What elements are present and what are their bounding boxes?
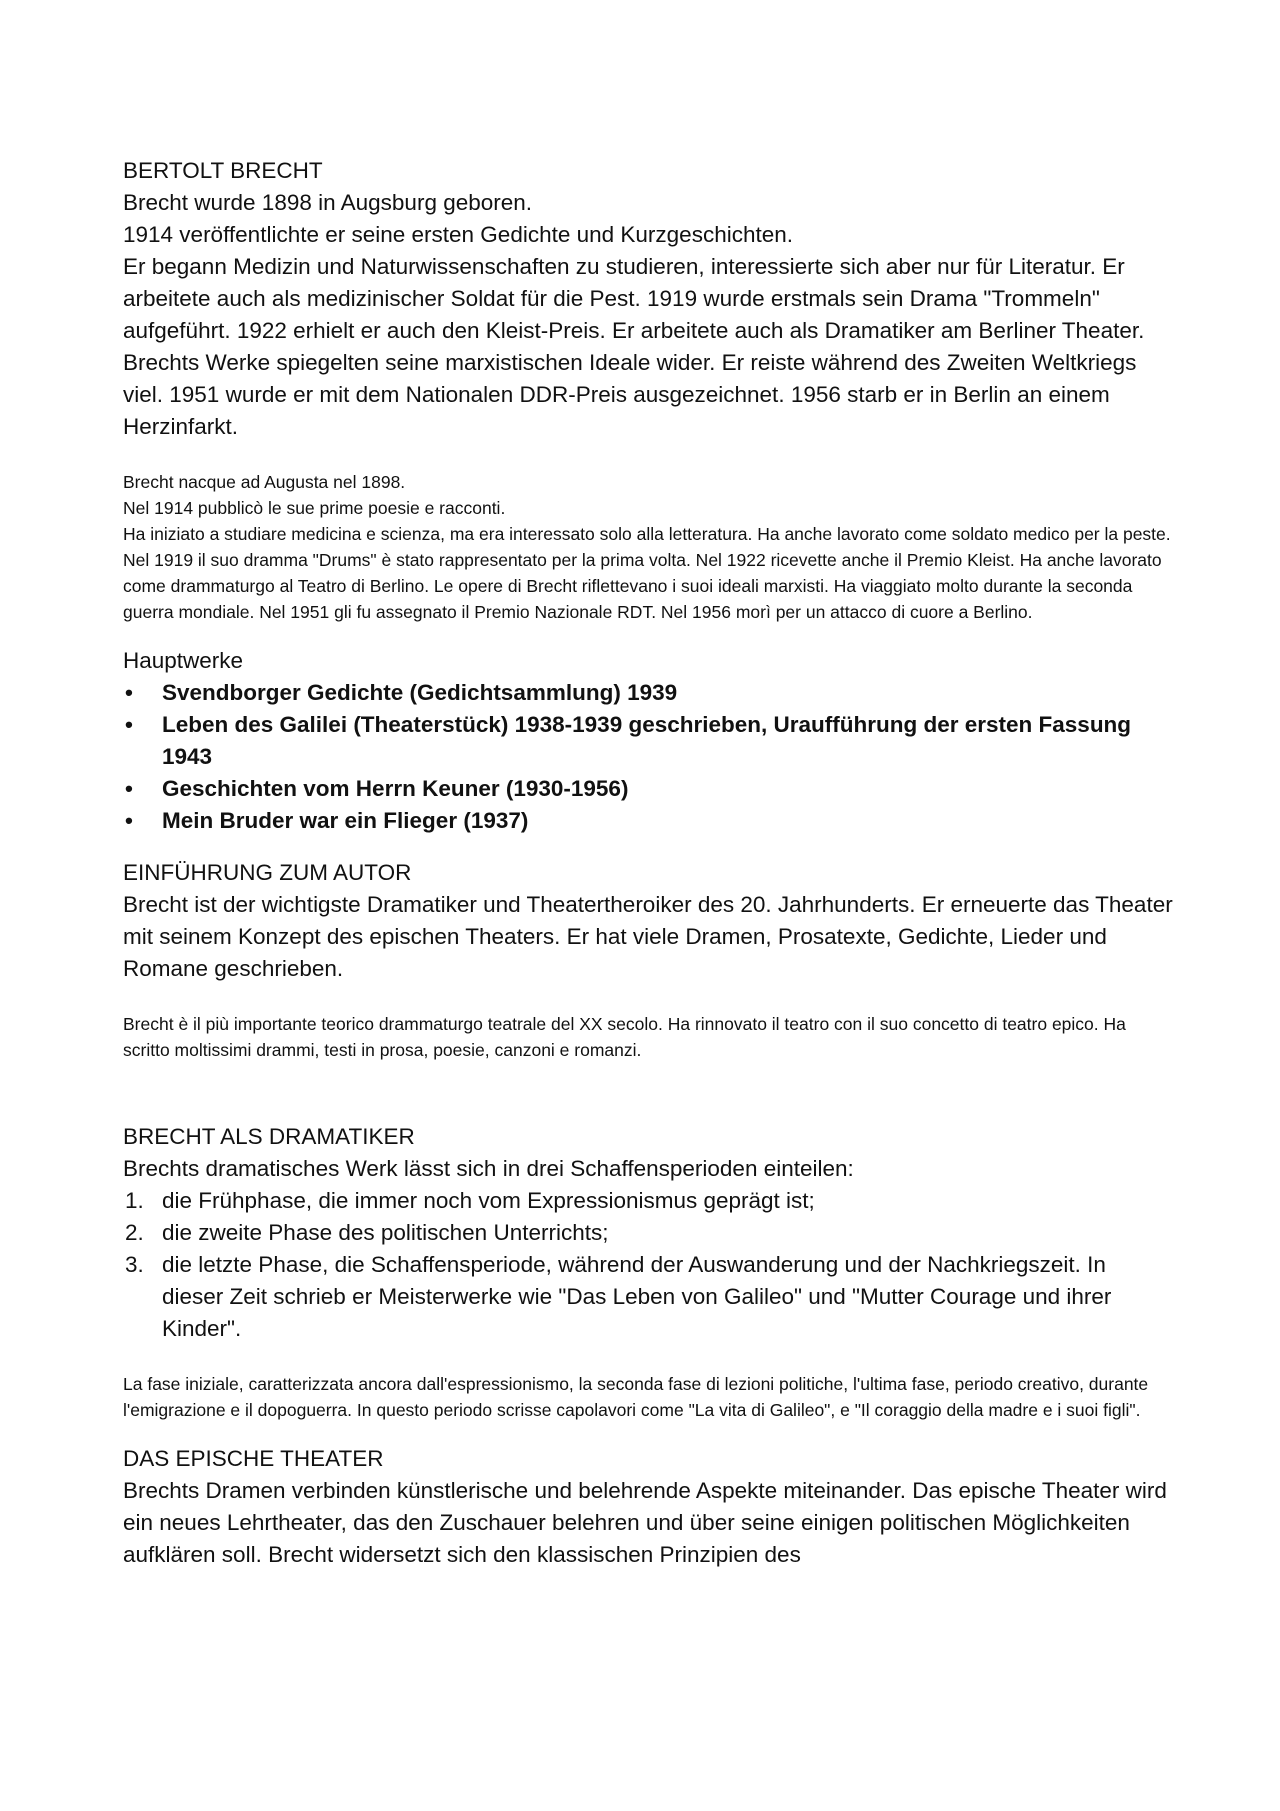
document-page (123, 155, 1173, 1571)
section-title-dramatiker: BRECHT ALS DRAMATIKER (123, 1124, 415, 1149)
section-title-einfuehrung: EINFÜHRUNG ZUM AUTOR (123, 860, 412, 885)
phase-text: die Frühphase, die immer noch vom Expressionismus geprägt ist; (162, 1188, 815, 1213)
list-item (123, 773, 1173, 805)
works-list (123, 677, 1173, 837)
bio-german-paragraph: Er begann Medizin und Naturwissenschaften zu studieren, interessierte sich aber nur für Literatur. Er arbeitete auch als medizinischer Soldat für die Pest. 1919 wurde erstmals sein Drama "Trommeln" aufgeführt. 1922 erhielt er auch den Kleist-Preis. Er arbeitete auch als Dramatiker am Berliner Theater. Brechts Werke spiegelten seine marxistischen Ideale wider. Er reiste während des Zweiten Weltkriegs viel. 1951 wurde er mit dem Nationalen DDR-Preis ausgezeichnet. 1956 starb er in Berlin an einem Herzinfarkt. (123, 254, 1145, 439)
list-item (123, 1217, 1173, 1249)
intro-italian-paragraph: Brecht è il più importante teorico drammaturgo teatrale del XX secolo. Ha rinnovato il teatro con il suo concetto di teatro epico. Ha scritto moltissimi drammi, testi in prosa, poesie, canzoni e romanzi. (123, 1014, 1126, 1060)
section-title-hauptwerke: Hauptwerke (123, 648, 244, 673)
section-title-bertolt-brecht: BERTOLT BRECHT (123, 158, 323, 183)
bullet-icon: • (125, 712, 133, 737)
list-item (123, 709, 1173, 773)
work-title: Mein Bruder war ein Flieger (1937) (162, 808, 529, 833)
bio-italian-line-1: Brecht nacque ad Augusta nel 1898. (123, 472, 406, 492)
intro-german-paragraph: Brecht ist der wichtigste Dramatiker und Theatertheroiker des 20. Jahrhunderts. Er erneuerte das Theater mit seinem Konzept des epischen Theaters. Er hat viele Dramen, Prosatexte, Gedichte, Lieder und Romane geschrieben. (123, 892, 1173, 981)
list-number: 3. (125, 1252, 144, 1277)
phase-text: die letzte Phase, die Schaffensperiode, während der Auswanderung und der Nachkriegszeit. In dieser Zeit schrieb er Meisterwerke wie "Das Leben von Galileo" und "Mutter Courage und ihrer Kinder". (162, 1252, 1112, 1341)
phases-list (123, 1185, 1173, 1345)
list-item (123, 1185, 1173, 1217)
bullet-icon: • (125, 680, 133, 705)
dramatist-lead: Brechts dramatisches Werk lässt sich in drei Schaffensperioden einteilen: (123, 1156, 854, 1181)
list-item (123, 677, 1173, 709)
epic-german-paragraph: Brechts Dramen verbinden künstlerische und belehrende Aspekte miteinander. Das epische Theater wird ein neues Lehrtheater, das den Zuschauer belehren und über seine einigen politischen Möglichkeiten aufklären soll. Brecht widersetzt sich den klassischen Prinzipien des (123, 1478, 1167, 1567)
work-title: Svendborger Gedichte (Gedichtsammlung) 1939 (162, 680, 678, 705)
bio-italian-paragraph: Ha iniziato a studiare medicina e scienza, ma era interessato solo alla letteratura. Ha anche lavorato come soldato medico per la peste. Nel 1919 il suo dramma "Drums" è stato rappresentato per la prima volta. Nel 1922 ricevette anche il Premio Kleist. Ha anche lavorato come drammaturgo al Teatro di Berlino. Le opere di Brecht riflettevano i suoi ideali marxisti. Ha viaggiato molto durante la seconda guerra mondiale. Nel 1951 gli fu assegnato il Premio Nazionale RDT. Nel 1956 morì per un attacco di cuore a Berlino. (123, 524, 1171, 622)
list-item (123, 1249, 1173, 1345)
bio-german-line-1: Brecht wurde 1898 in Augsburg geboren. (123, 190, 533, 215)
bio-italian-line-2: Nel 1914 pubblicò le sue prime poesie e racconti. (123, 498, 506, 518)
work-title: Leben des Galilei (Theaterstück) 1938-1939 geschrieben, Uraufführung der ersten Fassung 1943 (162, 712, 1132, 769)
work-title: Geschichten vom Herrn Keuner (1930-1956) (162, 776, 629, 801)
phase-text: die zweite Phase des politischen Unterrichts; (162, 1220, 609, 1245)
section-title-episches-theater: DAS EPISCHE THEATER (123, 1446, 384, 1471)
list-item (123, 805, 1173, 837)
dramatist-italian-paragraph: La fase iniziale, caratterizzata ancora dall'espressionismo, la seconda fase di lezioni politiche, l'ultima fase, periodo creativo, durante l'emigrazione e il dopoguerra. In questo periodo scrisse capolavori come "La vita di Galileo", e "Il coraggio della madre e i suoi figli". (123, 1374, 1149, 1420)
bullet-icon: • (125, 776, 133, 801)
bio-german-line-2: 1914 veröffentlichte er seine ersten Gedichte und Kurzgeschichten. (123, 222, 794, 247)
bullet-icon: • (125, 808, 133, 833)
list-number: 1. (125, 1188, 144, 1213)
list-number: 2. (125, 1220, 144, 1245)
